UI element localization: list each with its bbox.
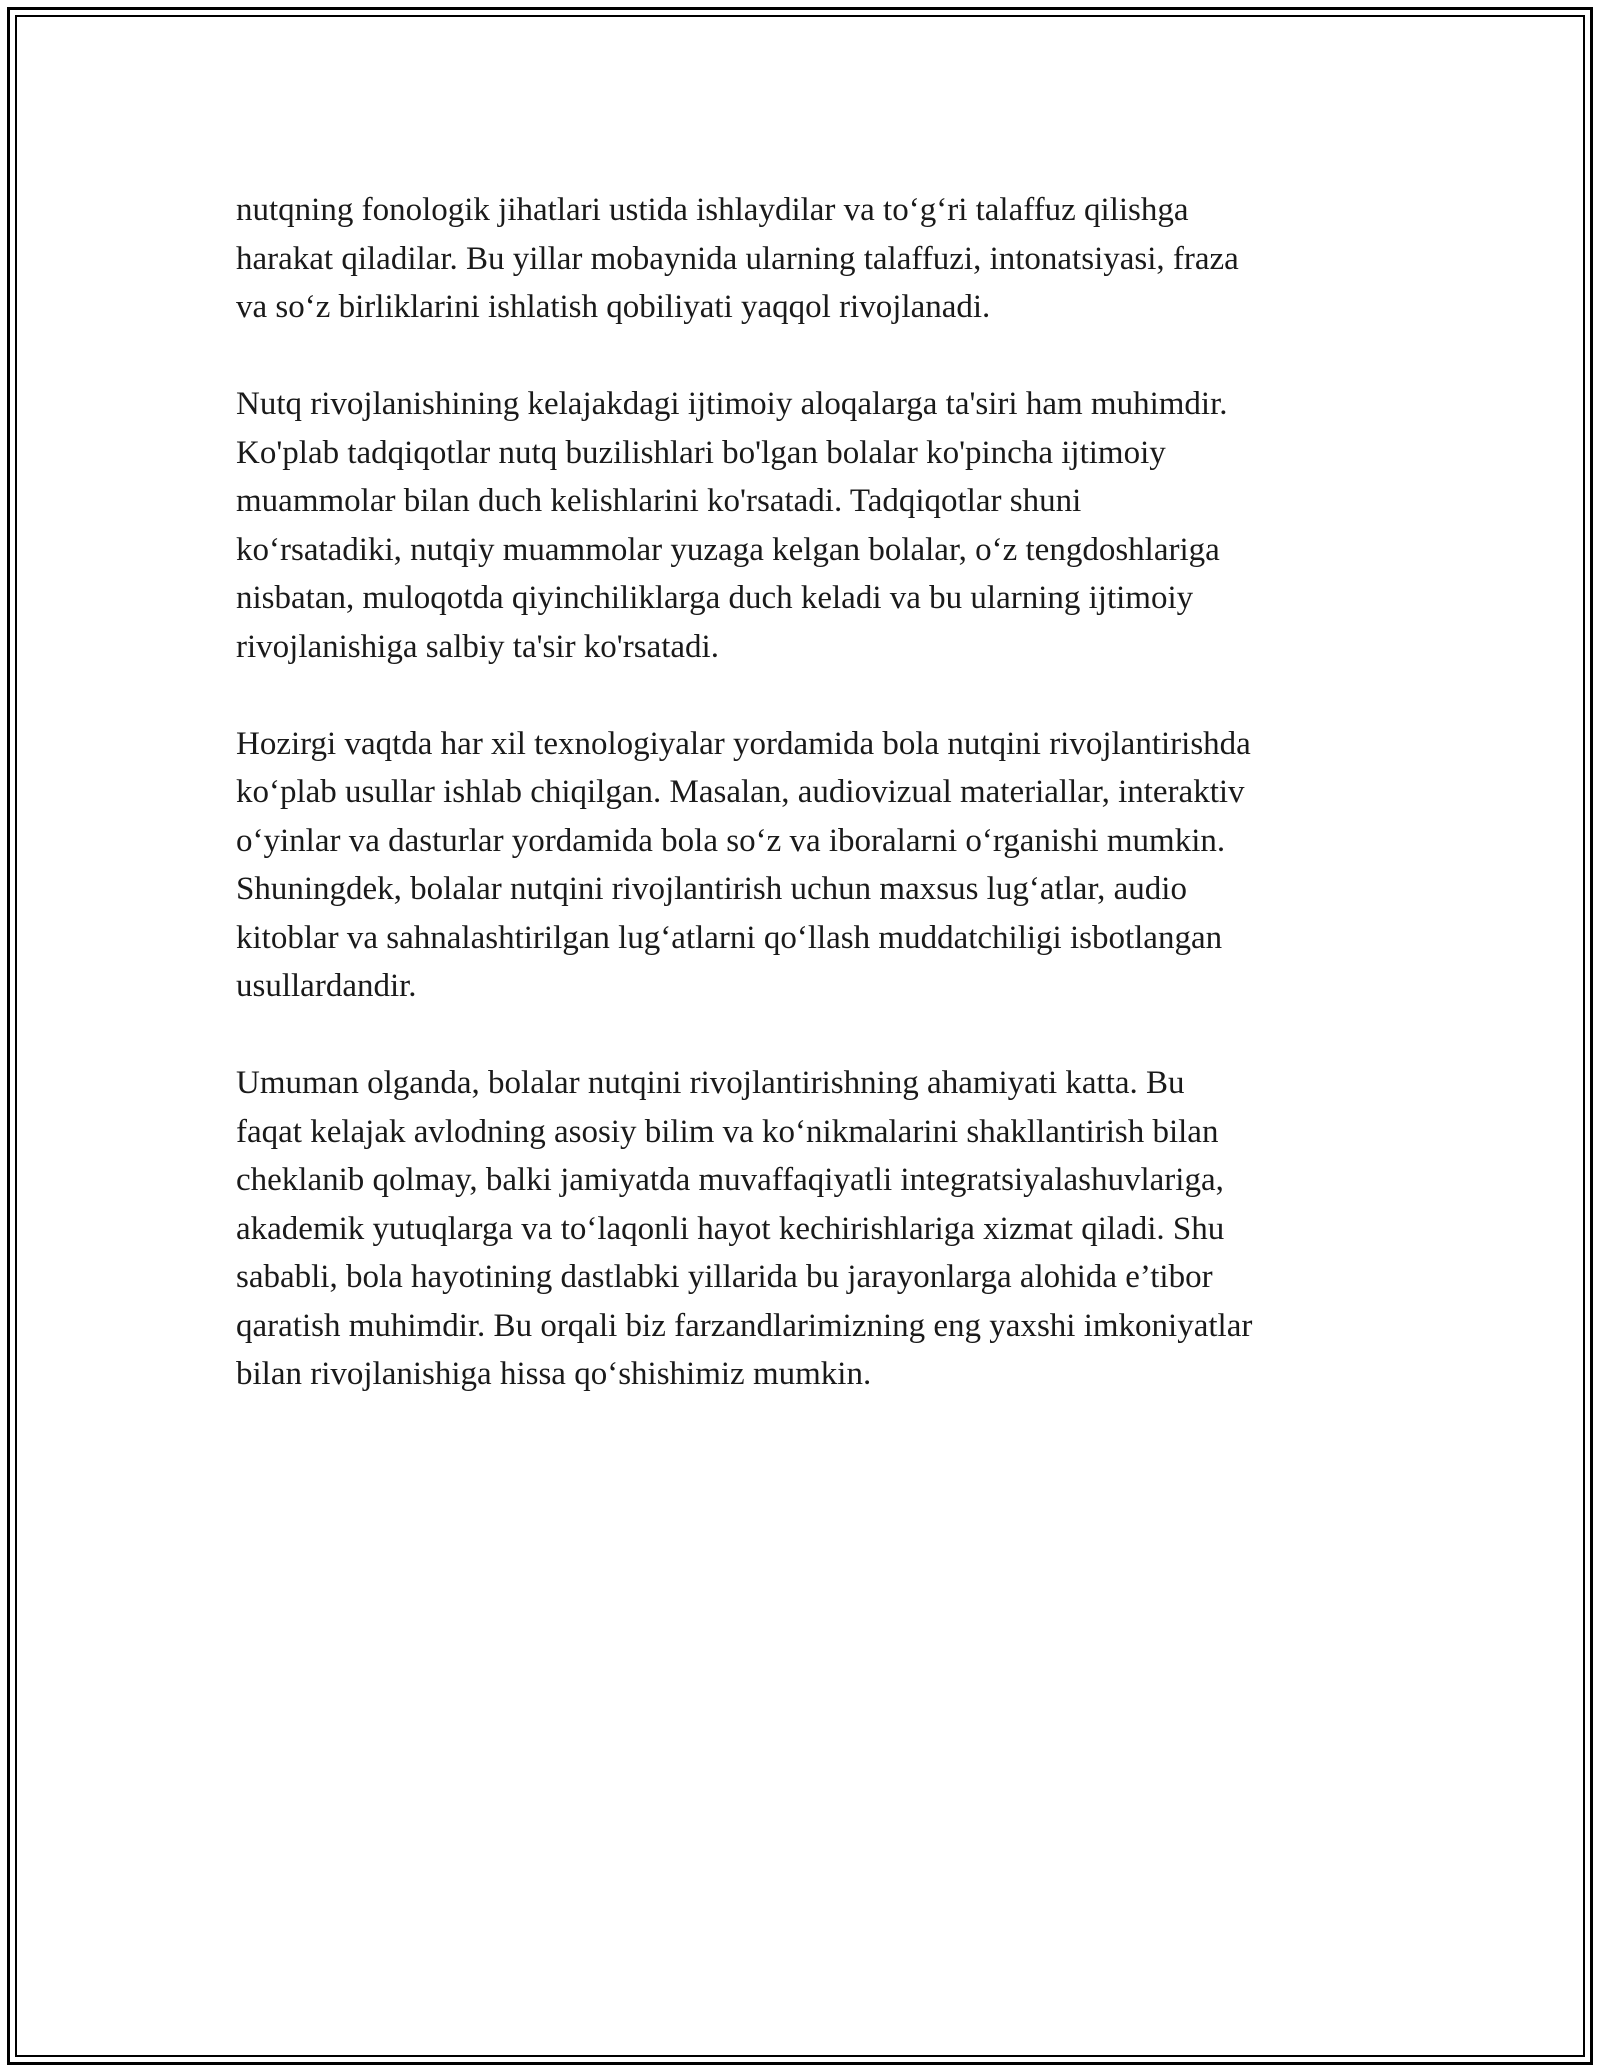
text-line: faqat kelajak avlodning asosiy bilim va ko‘nikmalarini shakllantirish bilan — [236, 1113, 1219, 1150]
text-line: sababli, bola hayotining dastlabki yillarida bu jarayonlarga alohida e’tibor — [236, 1259, 1213, 1295]
text-line: bilan rivojlanishiga hissa qo‘shishimiz mumkin. — [236, 1356, 872, 1392]
text-line: kitoblar va sahnalashtirilgan lug‘atlarni qo‘llash muddatchiligi isbotlangan — [236, 919, 1223, 956]
text-line: Nutq rivojlanishining kelajakdagi ijtimoiy aloqalarga ta'siri ham muhimdir. — [236, 386, 1228, 422]
text-line: harakat qiladilar. Bu yillar mobaynida ularning talaffuzi, intonatsiyasi, fraza — [236, 240, 1239, 277]
text-line: o‘yinlar va dasturlar yordamida bola so‘z va iboralarni o‘rganishi mumkin. — [236, 822, 1226, 859]
text-line: muammolar bilan duch kelishlarini ko'rsatadi. Tadqiqotlar shuni — [236, 483, 1082, 519]
paragraph-2 — [236, 380, 1376, 671]
text-line: cheklanib qolmay, balki jamiyatda muvaffaqiyatli integratsiyalashuvlariga, — [236, 1162, 1224, 1198]
paragraph-3 — [236, 720, 1376, 1011]
text-line: usullardandir. — [236, 968, 417, 1004]
text-line: Shuningdek, bolalar nutqini rivojlantirish uchun maxsus lug‘atlar, audio — [236, 871, 1187, 907]
text-line: nutqning fonologik jihatlari ustida ishlaydilar va to‘g‘ri talaffuz qilishga — [236, 192, 1189, 228]
text-line: va so‘z birliklarini ishlatish qobiliyati yaqqol rivojlanadi. — [236, 289, 991, 325]
text-line: Hozirgi vaqtda har xil texnologiyalar yordamida bola nutqini rivojlantirishda — [236, 725, 1251, 762]
text-line: akademik yutuqlarga va to‘laqonli hayot kechirishlariga xizmat qiladi. Shu — [236, 1210, 1225, 1247]
paragraph-1 — [236, 186, 1376, 332]
paragraph-4 — [236, 1059, 1376, 1399]
text-line: Ko'plab tadqiqotlar nutq buzilishlari bo'lgan bolalar ko'pincha ijtimoiy — [236, 434, 1166, 471]
text-line: qaratish muhimdir. Bu orqali biz farzandlarimizning eng yaxshi imkoniyatlar — [236, 1307, 1253, 1344]
document-body — [236, 186, 1376, 1447]
text-line: rivojlanishiga salbiy ta'sir ko'rsatadi. — [236, 628, 719, 665]
text-line: ko‘rsatadiki, nutqiy muammolar yuzaga kelgan bolalar, o‘z tengdoshlariga — [236, 531, 1220, 568]
text-line: ko‘plab usullar ishlab chiqilgan. Masalan, audiovizual materiallar, interaktiv — [236, 774, 1245, 810]
text-line: nisbatan, muloqotda qiyinchiliklarga duch keladi va bu ularning ijtimoiy — [236, 580, 1194, 616]
text-line: Umuman olganda, bolalar nutqini rivojlantirishning ahamiyati katta. Bu — [236, 1065, 1185, 1101]
